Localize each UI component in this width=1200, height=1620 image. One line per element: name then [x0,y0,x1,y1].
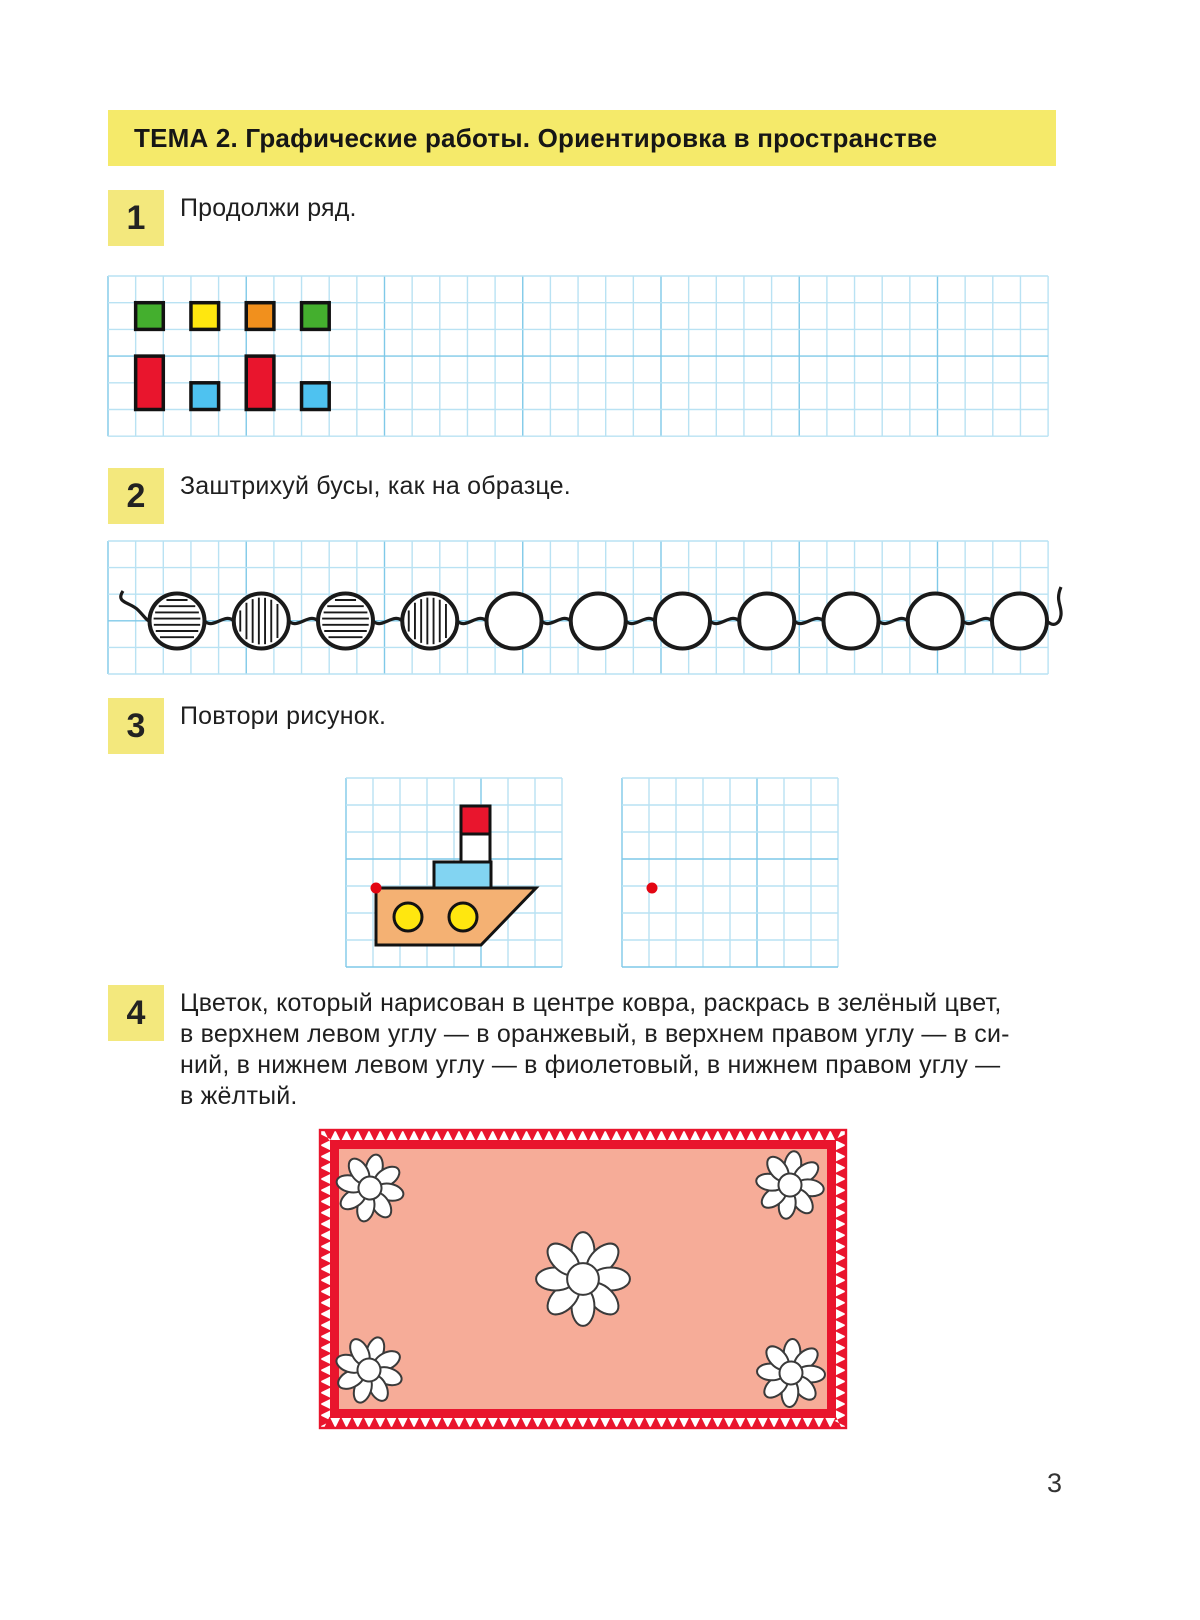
task4-carpet [318,1128,848,1430]
daisy-flower-center [536,1232,630,1326]
task2-instruction: Заштрихуй бусы, как на образце. [180,472,571,500]
task1-number-badge: 1 [108,190,164,246]
task2-beads-strip [108,541,1049,675]
task2-number-badge: 2 [108,468,164,524]
task4-instruction-line2: в верхнем левом углу — в оранжевый, в верхнем правом углу — в си- [180,1020,1010,1048]
task3-instruction: Повтори рисунок. [180,702,387,730]
theme-header: ТЕМА 2. Графические работы. Ориентировка в пространстве [108,110,1056,166]
task4-instruction-line4: в жёлтый. [180,1082,298,1110]
page-number: 3 [1046,1468,1062,1498]
task4-instruction-line1: Цветок, который нарисован в центре ковра, раскрась в зелёный цвет, [180,989,1002,1017]
task3-number-badge: 3 [108,698,164,754]
task1-instruction: Продолжи ряд. [180,194,357,222]
task1-pattern-grid [108,276,1049,437]
task4-instruction-line3: ний, в нижнем левом углу — в фиолетовый, в нижнем правом углу — [180,1051,1001,1079]
task3-sample-boat-grid [346,778,563,968]
task4-number-badge: 4 [108,985,164,1041]
task3-copy-grid [622,778,839,968]
